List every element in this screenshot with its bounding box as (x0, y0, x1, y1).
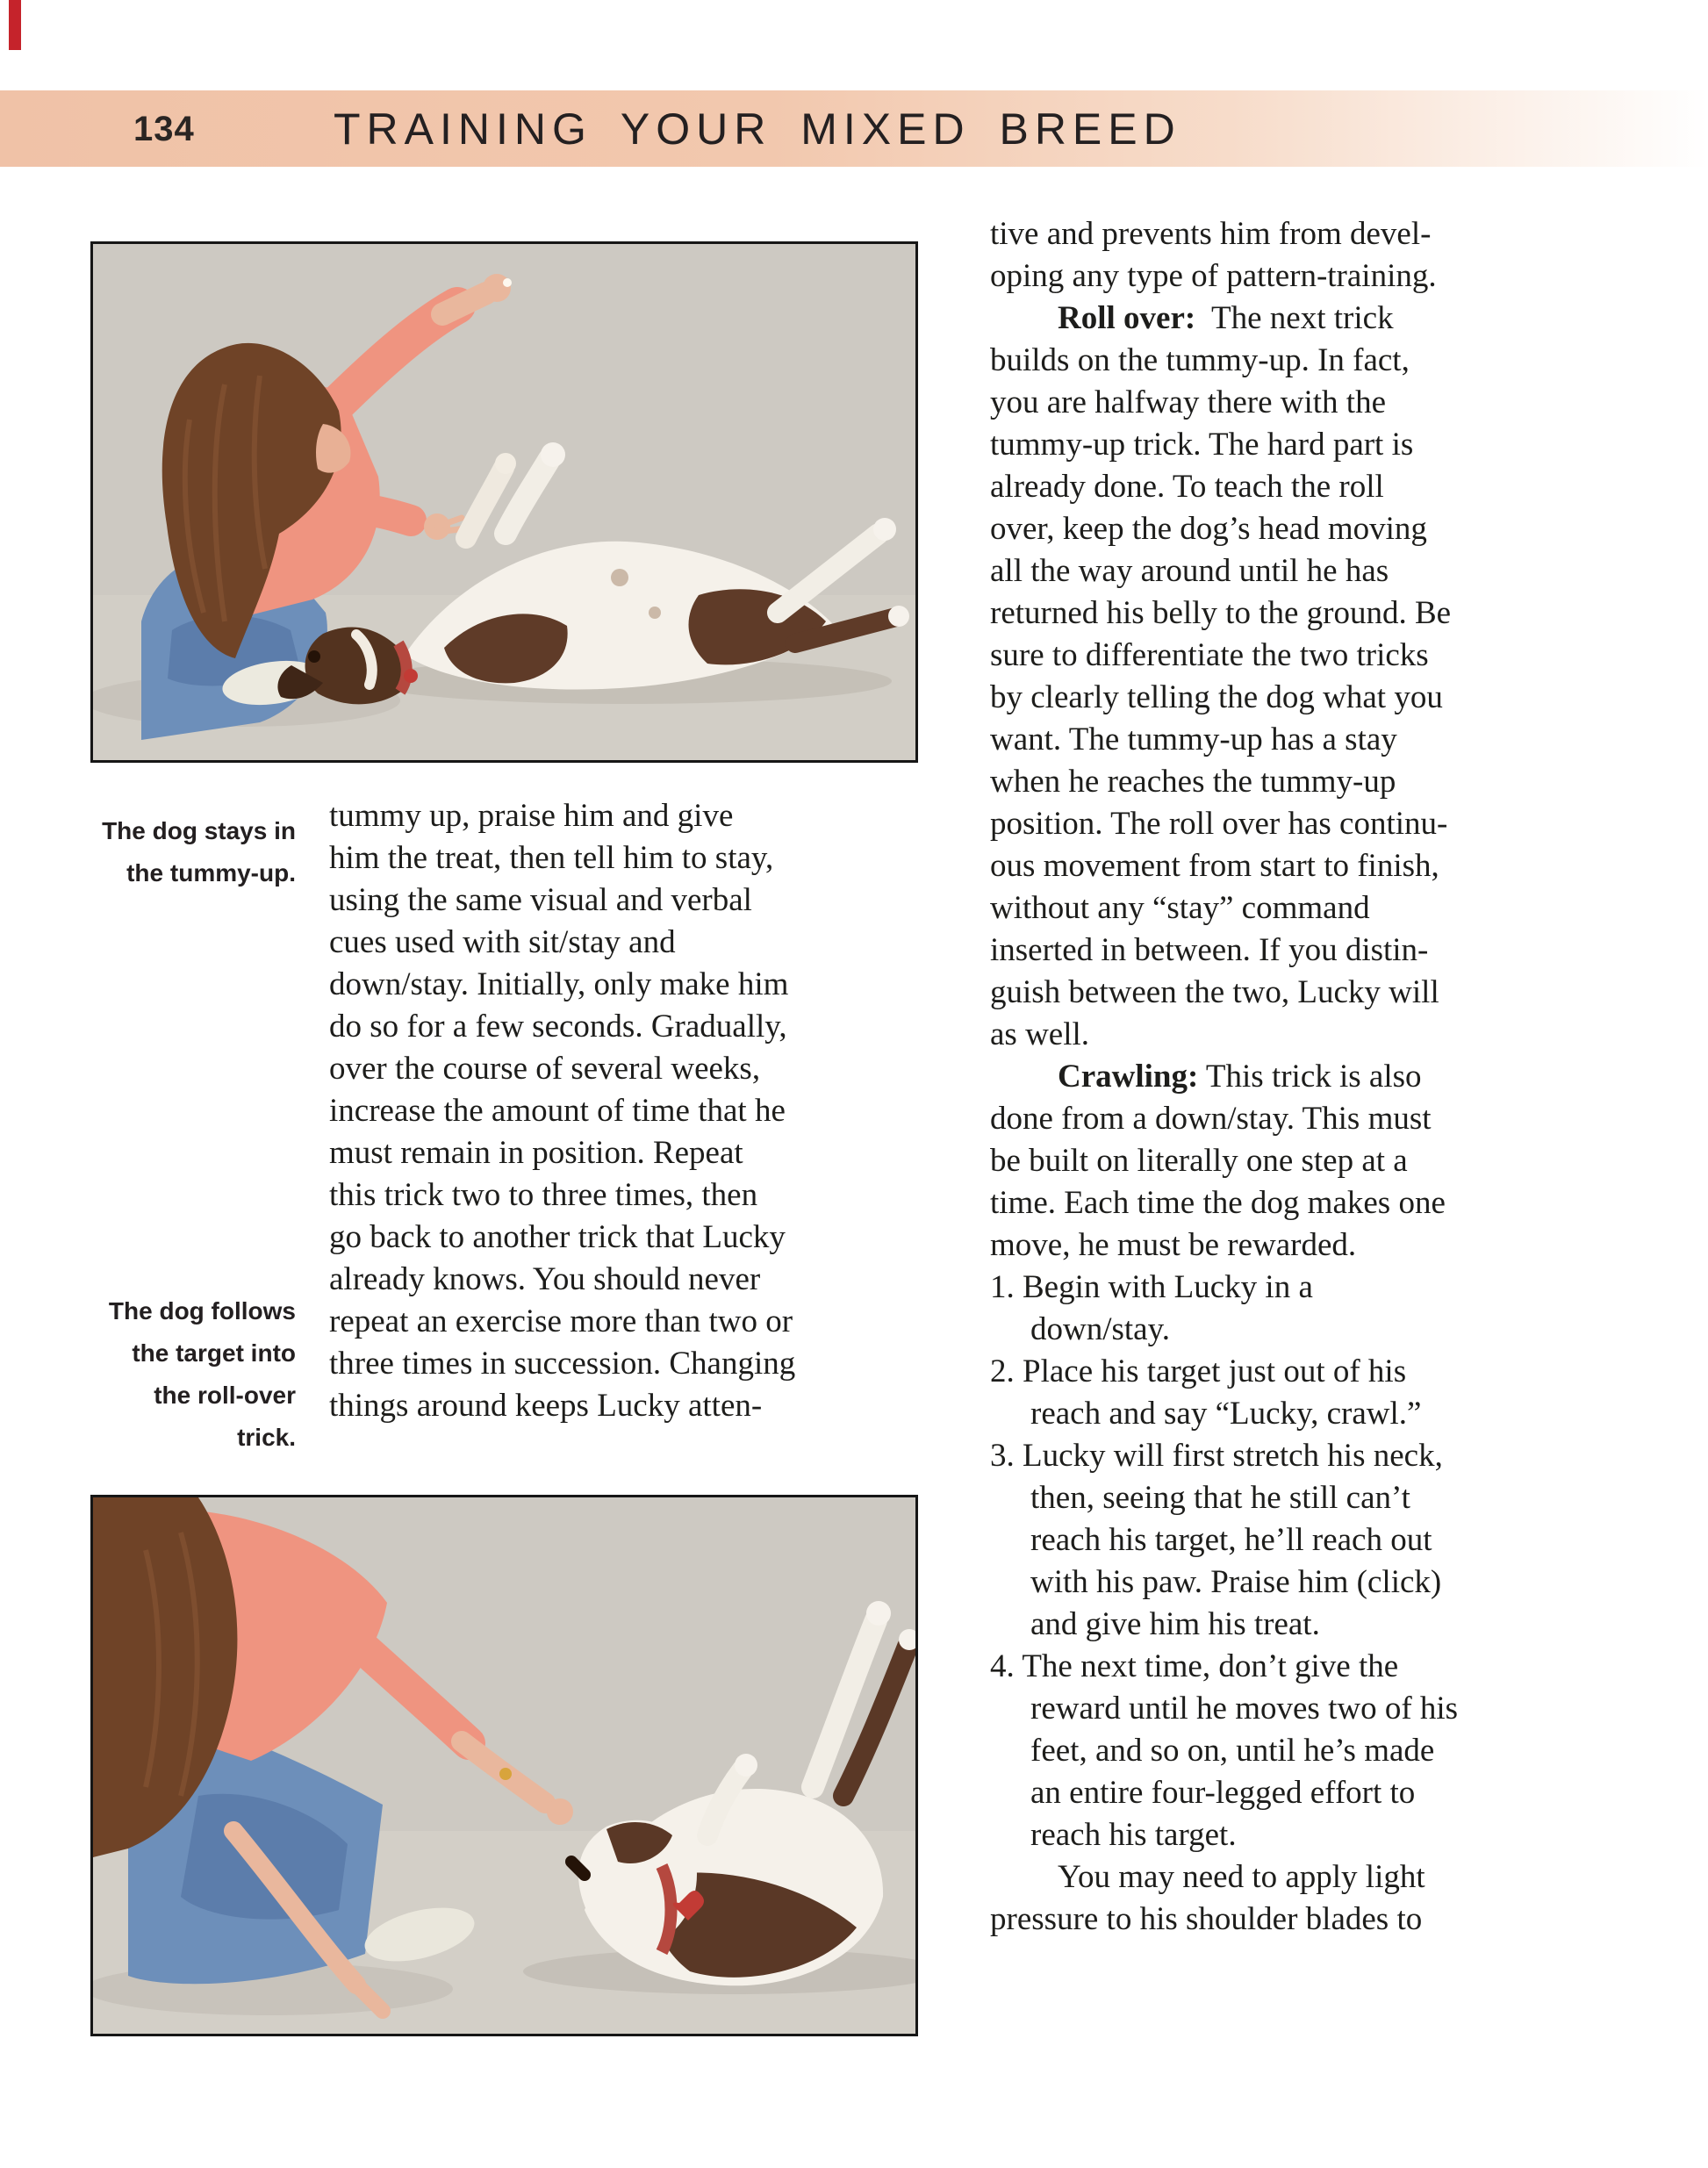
photo-2-illustration (93, 1497, 915, 2034)
body-text-line: reach his target, he’ll reach out (1030, 1522, 1432, 1558)
dog-nose (308, 650, 320, 663)
body-text-line: done from a down/stay. This must (990, 1101, 1432, 1137)
body-text-line: already knows. You should never (329, 1261, 761, 1297)
body-text-line: without any “stay” command (990, 890, 1370, 926)
body-text-line: want. The tummy-up has a stay (990, 721, 1397, 757)
body-text-line: time. Each time the dog makes one (990, 1185, 1446, 1221)
right-text-column (990, 213, 1666, 1941)
body-text-line: ous movement from start to finish, (990, 848, 1439, 884)
caption-line: the target into (132, 1339, 296, 1367)
body-text-line: Crawling: This trick is also (1058, 1059, 1422, 1095)
body-text-line: 3. Lucky will first stretch his neck, (990, 1438, 1443, 1474)
body-text-line: with his paw. Praise him (click) (1030, 1564, 1442, 1600)
photo-1-illustration (93, 244, 915, 760)
body-text-line: when he reaches the tummy-up (990, 764, 1396, 800)
body-text-line: him the treat, then tell him to stay, (329, 840, 774, 876)
body-text-line: builds on the tummy-up. In fact, (990, 342, 1410, 378)
body-text-line: all the way around until he has (990, 553, 1389, 589)
caption-line: The dog stays in (102, 817, 296, 844)
body-text-line: cues used with sit/stay and (329, 924, 676, 960)
body-text-line: do so for a few seconds. Gradually, (329, 1009, 787, 1045)
body-text-line: be built on literally one step at a (990, 1143, 1408, 1179)
caption-line: The dog follows (108, 1297, 296, 1324)
body-text-line: returned his belly to the ground. Be (990, 595, 1452, 631)
page-corner-accent (9, 0, 21, 50)
body-text-line: 1. Begin with Lucky in a (990, 1269, 1313, 1305)
photo-roll-over (90, 1495, 918, 2036)
body-text-line: things around keeps Lucky atten- (329, 1388, 763, 1424)
body-text-line: tummy up, praise him and give (329, 798, 734, 834)
body-text-line: You may need to apply light (1058, 1859, 1425, 1895)
body-text-line: repeat an exercise more than two or (329, 1303, 793, 1339)
bracelet (499, 1768, 512, 1780)
body-text-line: position. The roll over has continu- (990, 806, 1448, 842)
page-number: 134 (133, 109, 195, 148)
body-text-line: then, seeing that he still can’t (1030, 1480, 1410, 1516)
body-text-line: over, keep the dog’s head moving (990, 511, 1427, 547)
left-text-column (329, 795, 944, 1427)
photo-tummy-up (90, 241, 918, 763)
body-text-line: Roll over: The next trick (1058, 300, 1394, 336)
body-text-line: reach and say “Lucky, crawl.” (1030, 1396, 1422, 1432)
body-text-line: reach his target. (1030, 1817, 1237, 1853)
body-text-line: an entire four-legged effort to (1030, 1775, 1416, 1811)
caption-roll-over (85, 1290, 296, 1459)
body-text-line: as well. (990, 1016, 1090, 1052)
body-text-line: reward until he moves two of his (1030, 1691, 1459, 1727)
body-text-line: using the same visual and verbal (329, 882, 752, 918)
caption-tummy-up (85, 810, 296, 894)
body-text-line: down/stay. (1030, 1311, 1170, 1347)
caption-line: the roll-over (154, 1382, 296, 1409)
body-text-line: by clearly telling the dog what you (990, 679, 1443, 715)
body-text-line: tummy-up trick. The hard part is (990, 427, 1414, 463)
body-text-line: sure to differentiate the two tricks (990, 637, 1429, 673)
caption-line: the tummy-up. (126, 859, 296, 887)
body-text-line: tive and prevents him from devel- (990, 216, 1432, 252)
body-text-line: 2. Place his target just out of his (990, 1353, 1407, 1389)
collar-tag (404, 669, 418, 683)
treat (503, 278, 512, 287)
caption-line: trick. (237, 1424, 296, 1451)
body-text-line: down/stay. Initially, only make him (329, 966, 789, 1002)
body-text-line: must remain in position. Repeat (329, 1135, 743, 1171)
body-text-line: already done. To teach the roll (990, 469, 1384, 505)
body-text-line: over the course of several weeks, (329, 1051, 761, 1087)
body-text-line: feet, and so on, until he’s made (1030, 1733, 1435, 1769)
body-text-line: guish between the two, Lucky will (990, 974, 1439, 1010)
page-title: TRAINING YOUR MIXED BREED (334, 104, 1181, 154)
body-text-line: increase the amount of time that he (329, 1093, 786, 1129)
body-text-line: three times in succession. Changing (329, 1346, 796, 1382)
body-text-line: and give him his treat. (1030, 1606, 1320, 1642)
body-text-line: 4. The next time, don’t give the (990, 1648, 1399, 1684)
body-text-line: pressure to his shoulder blades to (990, 1901, 1423, 1937)
body-text-line: move, he must be rewarded. (990, 1227, 1357, 1263)
body-text-line: inserted in between. If you distin- (990, 932, 1429, 968)
header-band (0, 90, 1708, 167)
body-text-line: this trick two to three times, then (329, 1177, 758, 1213)
body-text-line: go back to another trick that Lucky (329, 1219, 786, 1255)
body-text-line: you are halfway there with the (990, 384, 1387, 420)
body-text-line: oping any type of pattern-training. (990, 258, 1437, 294)
